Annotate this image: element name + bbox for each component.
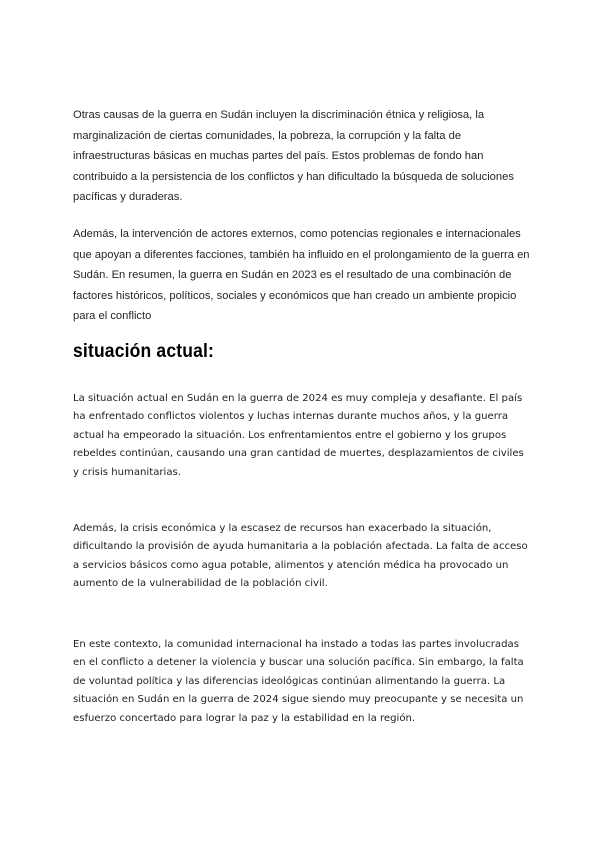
paragraph-international-community: En este contexto, la comunidad internacional ha instado a todas las partes involucradas en el conflicto a detener la violencia y buscar una solución pacífica. Sin embargo, la falta de voluntad política y las diferencias ideológicas continúan alimentando la guerra. La situación en Sudán en la guerra de 2024 sigue siendo muy preocupante y se necesita un esfuerzo concertado para lograr la paz y la estabilidad en la región. — [73, 639, 524, 724]
section-heading-current-situation: situación actual: — [73, 341, 215, 362]
paragraph-economic-crisis: Además, la crisis económica y la escasez de recursos han exacerbado la situación, dificultando la provisión de ayuda humanitaria a la población afectada. La falta de acceso a servicios básicos como agua potable, alimentos y atención médica ha provocado un aumento de la vulnerabilidad de la población civil. — [73, 523, 528, 590]
paragraph-external-actors: Además, la intervención de actores externos, como potencias regionales e internacionales que apoyan a diferentes facciones, también ha influido en el prolongamiento de la guerra en Sudán. En resumen, la guerra en Sudán en 2023 es el resultado de una combinación de factores históricos, políticos, sociales y económicos que han creado un ambiente propicio para el conflicto — [73, 228, 530, 323]
paragraph-current-situation: La situación actual en Sudán en la guerra de 2024 es muy compleja y desafiante. El país ha enfrentado conflictos violentos y luchas internas durante muchos años, y la guerra actual ha empeorado la situación. Los enfrentamientos entre el gobierno y los grupos rebeldes continúan, causando una gran cantidad de muertes, desplazamientos de civiles y crisis humanitarias. — [73, 393, 524, 478]
paragraph-other-causes: Otras causas de la guerra en Sudán incluyen la discriminación étnica y religiosa, la marginalización de ciertas comunidades, la pobreza, la corrupción y la falta de infraestructuras básicas en muchas partes del país. Estos problemas de fondo han contribuido a la persistencia de los conflictos y han dificultado la búsqueda de soluciones pacíficas y duraderas. — [73, 109, 514, 204]
